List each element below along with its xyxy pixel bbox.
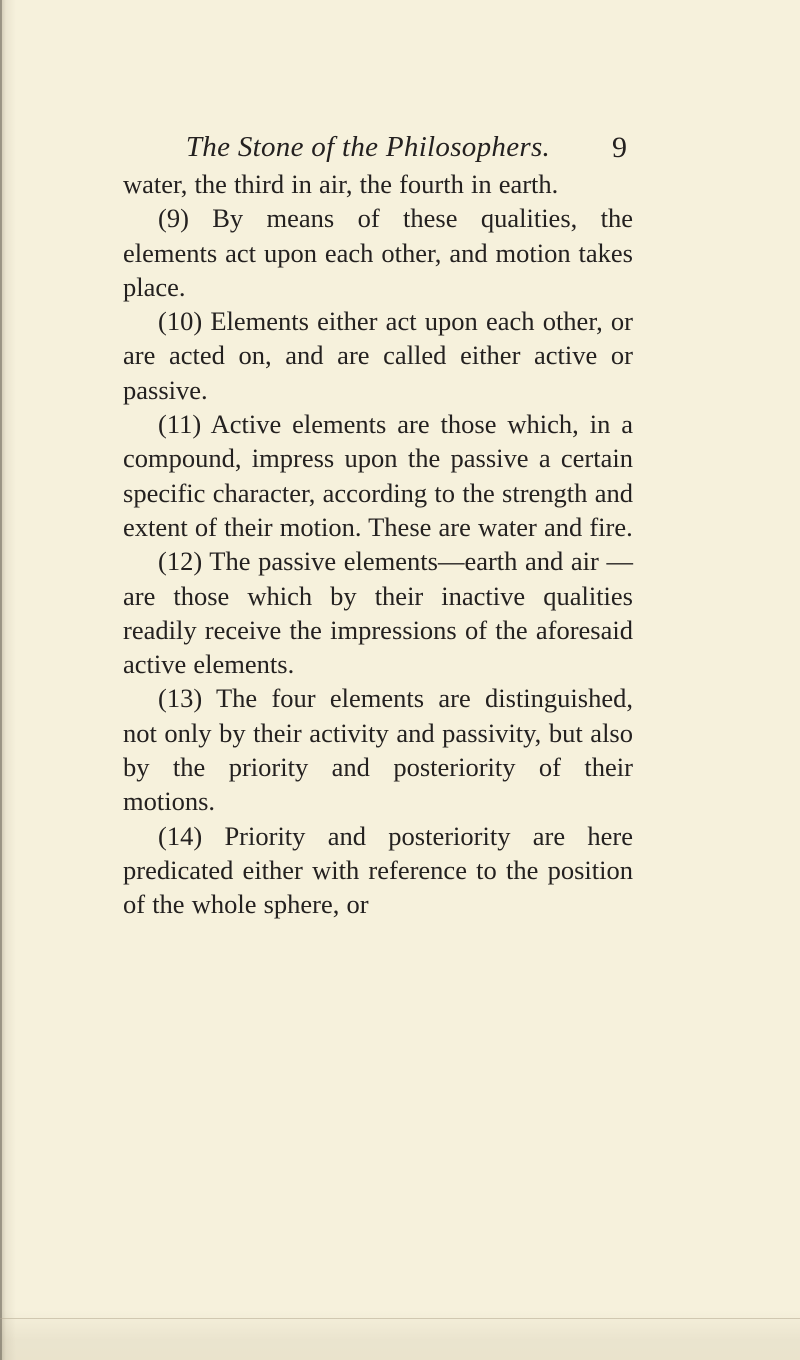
paragraph-9: (9) By means of these qualities, the elements act upon each other, and motion takes place. (123, 203, 633, 302)
paragraph-12: (12) The passive elements—earth and air — are those which by their inactive qualities readily receive the impressions of the aforesaid active elements. (123, 546, 633, 680)
body-text (123, 167, 633, 922)
running-title: The Stone of the Philosophers. (185, 131, 551, 163)
paragraph-11: (11) Active elements are those which, in a compound, impress upon the passive a certain specific character, according to the strength and extent of their motion. These are water and fire. (123, 409, 633, 542)
paragraph-10: (10) Elements either act upon each other, or are acted on, and are called either active or passive. (123, 306, 633, 405)
paragraph-13: (13) The four elements are distinguished, not only by their activity and passivity, but also by the priority and posteriority of their motions. (123, 683, 633, 817)
paragraph-continuation: water, the third in air, the fourth in earth. (123, 169, 559, 199)
page-number: 9 (612, 131, 627, 164)
page-spine-edge (0, 0, 2, 1360)
paragraph-14: (14) Priority and posteriority are here predicated either with reference to the position of the whole sphere, or (123, 820, 633, 920)
page-bottom-edge (0, 1318, 800, 1319)
page-header (0, 131, 800, 171)
